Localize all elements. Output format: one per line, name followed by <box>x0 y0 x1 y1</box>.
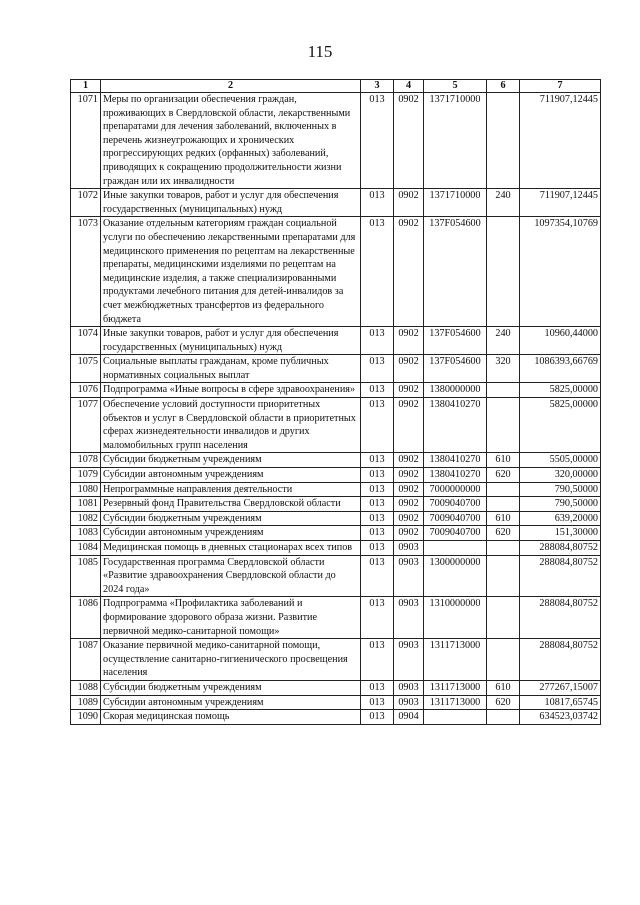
expense-type-cell: 610 <box>487 680 520 695</box>
column-header: 4 <box>394 80 424 93</box>
section-code-cell: 0903 <box>394 597 424 639</box>
table-row <box>71 355 601 383</box>
section-code-cell: 0902 <box>394 398 424 453</box>
row-number-cell: 1073 <box>71 217 101 327</box>
amount-cell: 5825,00000 <box>520 383 601 398</box>
amount-cell: 277267,15007 <box>520 680 601 695</box>
amount-cell: 790,50000 <box>520 497 601 512</box>
row-number-cell: 1082 <box>71 511 101 526</box>
ministry-code-cell: 013 <box>361 482 394 497</box>
target-code-cell: 1311713000 <box>424 695 487 710</box>
column-header: 3 <box>361 80 394 93</box>
section-code-cell: 0902 <box>394 327 424 355</box>
table-row <box>71 639 601 681</box>
table-row <box>71 217 601 327</box>
column-header: 6 <box>487 80 520 93</box>
ministry-code-cell: 013 <box>361 710 394 725</box>
item-name-cell: Медицинская помощь в дневных стационарах всех типов <box>101 541 361 556</box>
ministry-code-cell: 013 <box>361 453 394 468</box>
page-number: 115 <box>307 42 333 61</box>
item-name-cell: Иные закупки товаров, работ и услуг для обеспечения государственных (муниципальных) нужд <box>101 189 361 217</box>
target-code-cell: 137F054600 <box>424 355 487 383</box>
expense-type-cell <box>487 639 520 681</box>
table-row <box>71 497 601 512</box>
section-code-cell: 0902 <box>394 453 424 468</box>
row-number-cell: 1072 <box>71 189 101 217</box>
section-code-cell: 0903 <box>394 541 424 556</box>
ministry-code-cell: 013 <box>361 383 394 398</box>
item-name-cell: Непрограммные направления деятельности <box>101 482 361 497</box>
target-code-cell: 1371710000 <box>424 93 487 189</box>
table-row <box>71 597 601 639</box>
row-number-cell: 1083 <box>71 526 101 541</box>
row-number-cell: 1084 <box>71 541 101 556</box>
ministry-code-cell: 013 <box>361 327 394 355</box>
item-name-cell: Субсидии автономным учреждениям <box>101 695 361 710</box>
target-code-cell: 7009040700 <box>424 511 487 526</box>
table-row <box>71 327 601 355</box>
ministry-code-cell: 013 <box>361 639 394 681</box>
ministry-code-cell: 013 <box>361 468 394 483</box>
column-header: 5 <box>424 80 487 93</box>
section-code-cell: 0903 <box>394 639 424 681</box>
table-row <box>71 468 601 483</box>
expense-type-cell <box>487 541 520 556</box>
section-code-cell: 0904 <box>394 710 424 725</box>
amount-cell: 1086393,66769 <box>520 355 601 383</box>
row-number-cell: 1088 <box>71 680 101 695</box>
expense-type-cell: 620 <box>487 695 520 710</box>
item-name-cell: Меры по организации обеспечения граждан, проживающих в Свердловской области, лекарственными препаратами для лечения заболеваний, включенных в перечень жизнеугрожающих и хронических прогрессирующих редких (орфанных) заболеваний, приводящих к сокращению продолжительности жизни граждан или их инвалидности <box>101 93 361 189</box>
ministry-code-cell: 013 <box>361 189 394 217</box>
item-name-cell: Субсидии бюджетным учреждениям <box>101 511 361 526</box>
ministry-code-cell: 013 <box>361 597 394 639</box>
target-code-cell: 1311713000 <box>424 680 487 695</box>
ministry-code-cell: 013 <box>361 217 394 327</box>
target-code-cell: 1311713000 <box>424 639 487 681</box>
row-number-cell: 1080 <box>71 482 101 497</box>
expense-type-cell <box>487 497 520 512</box>
target-code-cell: 7009040700 <box>424 526 487 541</box>
row-number-cell: 1087 <box>71 639 101 681</box>
header-row <box>71 80 601 93</box>
target-code-cell <box>424 710 487 725</box>
expense-type-cell: 610 <box>487 511 520 526</box>
section-code-cell: 0903 <box>394 695 424 710</box>
amount-cell: 5825,00000 <box>520 398 601 453</box>
row-number-cell: 1085 <box>71 555 101 597</box>
target-code-cell: 137F054600 <box>424 327 487 355</box>
amount-cell: 711907,12445 <box>520 93 601 189</box>
target-code-cell: 137F054600 <box>424 217 487 327</box>
target-code-cell: 1380410270 <box>424 453 487 468</box>
item-name-cell: Субсидии автономным учреждениям <box>101 526 361 541</box>
expense-type-cell <box>487 398 520 453</box>
column-header: 1 <box>71 80 101 93</box>
item-name-cell: Оказание первичной медико-санитарной помощи, осуществление санитарно-гигиенического просвещения населения <box>101 639 361 681</box>
row-number-cell: 1077 <box>71 398 101 453</box>
item-name-cell: Подпрограмма «Профилактика заболеваний и формирование здорового образа жизни. Развитие первичной медико-санитарной помощи» <box>101 597 361 639</box>
table-row <box>71 511 601 526</box>
row-number-cell: 1081 <box>71 497 101 512</box>
table-row <box>71 555 601 597</box>
section-code-cell: 0903 <box>394 555 424 597</box>
target-code-cell: 1380410270 <box>424 468 487 483</box>
section-code-cell: 0903 <box>394 680 424 695</box>
amount-cell: 639,20000 <box>520 511 601 526</box>
expense-type-cell: 240 <box>487 189 520 217</box>
ministry-code-cell: 013 <box>361 355 394 383</box>
ministry-code-cell: 013 <box>361 541 394 556</box>
section-code-cell: 0902 <box>394 482 424 497</box>
table-row <box>71 383 601 398</box>
expense-type-cell: 320 <box>487 355 520 383</box>
expense-type-cell <box>487 93 520 189</box>
table-row <box>71 710 601 725</box>
target-code-cell: 1371710000 <box>424 189 487 217</box>
table-row <box>71 93 601 189</box>
ministry-code-cell: 013 <box>361 497 394 512</box>
table-row <box>71 526 601 541</box>
section-code-cell: 0902 <box>394 189 424 217</box>
ministry-code-cell: 013 <box>361 695 394 710</box>
expense-type-cell <box>487 597 520 639</box>
ministry-code-cell: 013 <box>361 511 394 526</box>
expense-type-cell: 620 <box>487 526 520 541</box>
row-number-cell: 1071 <box>71 93 101 189</box>
amount-cell: 320,00000 <box>520 468 601 483</box>
ministry-code-cell: 013 <box>361 526 394 541</box>
section-code-cell: 0902 <box>394 217 424 327</box>
item-name-cell: Подпрограмма «Иные вопросы в сфере здравоохранения» <box>101 383 361 398</box>
item-name-cell: Государственная программа Свердловской области «Развитие здравоохранения Свердловской области до 2024 года» <box>101 555 361 597</box>
table-row <box>71 398 601 453</box>
row-number-cell: 1078 <box>71 453 101 468</box>
section-code-cell: 0902 <box>394 93 424 189</box>
expense-type-cell <box>487 217 520 327</box>
expense-type-cell <box>487 555 520 597</box>
section-code-cell: 0902 <box>394 497 424 512</box>
table-row <box>71 680 601 695</box>
item-name-cell: Иные закупки товаров, работ и услуг для обеспечения государственных (муниципальных) нужд <box>101 327 361 355</box>
amount-cell: 711907,12445 <box>520 189 601 217</box>
row-number-cell: 1086 <box>71 597 101 639</box>
amount-cell: 1097354,10769 <box>520 217 601 327</box>
column-header: 7 <box>520 80 601 93</box>
expense-type-cell <box>487 383 520 398</box>
target-code-cell: 1380410270 <box>424 398 487 453</box>
section-code-cell: 0902 <box>394 526 424 541</box>
row-number-cell: 1090 <box>71 710 101 725</box>
item-name-cell: Субсидии бюджетным учреждениям <box>101 680 361 695</box>
row-number-cell: 1076 <box>71 383 101 398</box>
amount-cell: 288084,80752 <box>520 541 601 556</box>
section-code-cell: 0902 <box>394 355 424 383</box>
item-name-cell: Субсидии бюджетным учреждениям <box>101 453 361 468</box>
item-name-cell: Резервный фонд Правительства Свердловской области <box>101 497 361 512</box>
row-number-cell: 1089 <box>71 695 101 710</box>
amount-cell: 151,30000 <box>520 526 601 541</box>
expense-type-cell: 610 <box>487 453 520 468</box>
table-row <box>71 695 601 710</box>
amount-cell: 10960,44000 <box>520 327 601 355</box>
column-header: 2 <box>101 80 361 93</box>
target-code-cell: 1300000000 <box>424 555 487 597</box>
amount-cell: 288084,80752 <box>520 597 601 639</box>
target-code-cell: 1380000000 <box>424 383 487 398</box>
row-number-cell: 1079 <box>71 468 101 483</box>
ministry-code-cell: 013 <box>361 555 394 597</box>
amount-cell: 288084,80752 <box>520 555 601 597</box>
ministry-code-cell: 013 <box>361 398 394 453</box>
item-name-cell: Социальные выплаты гражданам, кроме публичных нормативных социальных выплат <box>101 355 361 383</box>
ministry-code-cell: 013 <box>361 93 394 189</box>
amount-cell: 5505,00000 <box>520 453 601 468</box>
expense-type-cell: 240 <box>487 327 520 355</box>
row-number-cell: 1075 <box>71 355 101 383</box>
item-name-cell: Обеспечение условий доступности приоритетных объектов и услуг в Свердловской области в приоритетных сферах жизнедеятельности инвалидов и других маломобильных групп населения <box>101 398 361 453</box>
item-name-cell: Оказание отдельным категориям граждан социальной услуги по обеспечению лекарственными препаратами для медицинского применения по рецептам на лекарственные препараты, медицинскими изделиями по рецептам на медицинские изделия, а также специализированными продуктами лечебного питания для детей-инвалидов за счет межбюджетных трансфертов из федерального бюджета <box>101 217 361 327</box>
expense-type-cell <box>487 710 520 725</box>
table-row <box>71 541 601 556</box>
row-number-cell: 1074 <box>71 327 101 355</box>
budget-table <box>70 79 601 725</box>
amount-cell: 288084,80752 <box>520 639 601 681</box>
amount-cell: 10817,65745 <box>520 695 601 710</box>
item-name-cell: Субсидии автономным учреждениям <box>101 468 361 483</box>
table-body <box>71 93 601 725</box>
target-code-cell: 1310000000 <box>424 597 487 639</box>
table-row <box>71 453 601 468</box>
target-code-cell <box>424 541 487 556</box>
expense-type-cell <box>487 482 520 497</box>
table-row <box>71 482 601 497</box>
expense-type-cell: 620 <box>487 468 520 483</box>
section-code-cell: 0902 <box>394 468 424 483</box>
table-row <box>71 189 601 217</box>
item-name-cell: Скорая медицинская помощь <box>101 710 361 725</box>
target-code-cell: 7000000000 <box>424 482 487 497</box>
target-code-cell: 7009040700 <box>424 497 487 512</box>
section-code-cell: 0902 <box>394 383 424 398</box>
amount-cell: 634523,03742 <box>520 710 601 725</box>
amount-cell: 790,50000 <box>520 482 601 497</box>
section-code-cell: 0902 <box>394 511 424 526</box>
ministry-code-cell: 013 <box>361 680 394 695</box>
